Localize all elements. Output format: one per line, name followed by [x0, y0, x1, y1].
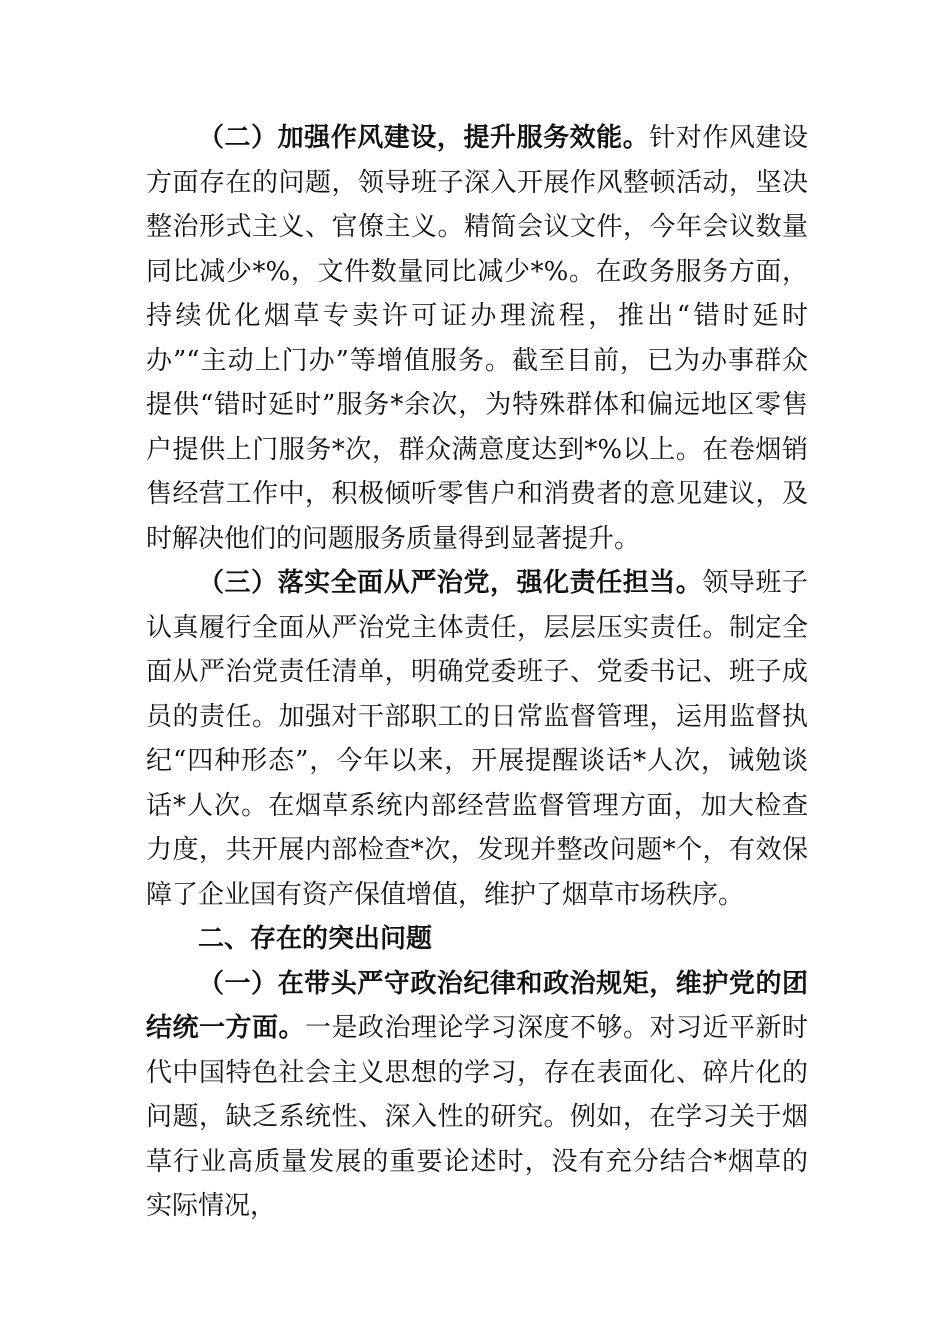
paragraph-body: 针对作风建设方面存在的问题，领导班子深入开展作风整顿活动，坚决整治形式主义、官僚主义。精简会议文件，今年会议数量同比减少*%，文件数量同比减少*%。在政务服务方面，持续优化烟草专卖许可证办理流程，推出“错时延时办”“主动上门办”等增值服务。截至目前，已为办事群众提供“错时延时”服务*余次，为特殊群体和偏远地区零售户提供上门服务*次，群众满意度达到*%以上。在卷烟销售经营工作中，积极倾听零售户和消费者的意见建议，及时解决他们的问题服务质量得到显著提升。 [146, 123, 808, 554]
paragraph-lead: （三）落实全面从严治党，强化责任担当。 [198, 568, 703, 598]
paragraph-service-efficiency [146, 116, 808, 561]
paragraph-lead: （二）加强作风建设，提升服务效能。 [198, 123, 650, 153]
paragraph-body: 一是政治理论学习深度不够。对习近平新时代中国特色社会主义思想的学习，存在表面化、碎片化的问题，缺乏系统性、深入性的研究。例如，在学习关于烟草行业高质量发展的重要论述时，没有充分结合*烟草的实际情况， [146, 1013, 808, 1221]
document-page [146, 116, 808, 1229]
section-heading: 二、存在的突出问题 [198, 924, 433, 954]
paragraph-lead: （一）在带头严守政治纪律和政治规矩，维护党的团结统一方面。 [146, 968, 808, 1043]
paragraph-body: 领导班子认真履行全面从严治党主体责任，层层压实责任。制定全面从严治党责任清单，明确党委班子、党委书记、班子成员的责任。加强对干部职工的日常监督管理，运用监督执纪“四种形态”，今年以来，开展提醒谈话*人次，诫勉谈话*人次。在烟草系统内部经营监督管理方面，加大检查力度，共开展内部检查*次，发现并整改问题*个，有效保障了企业国有资产保值增值，维护了烟草市场秩序。 [146, 568, 808, 910]
paragraph-political-discipline [146, 962, 808, 1229]
paragraph-party-discipline [146, 561, 808, 917]
